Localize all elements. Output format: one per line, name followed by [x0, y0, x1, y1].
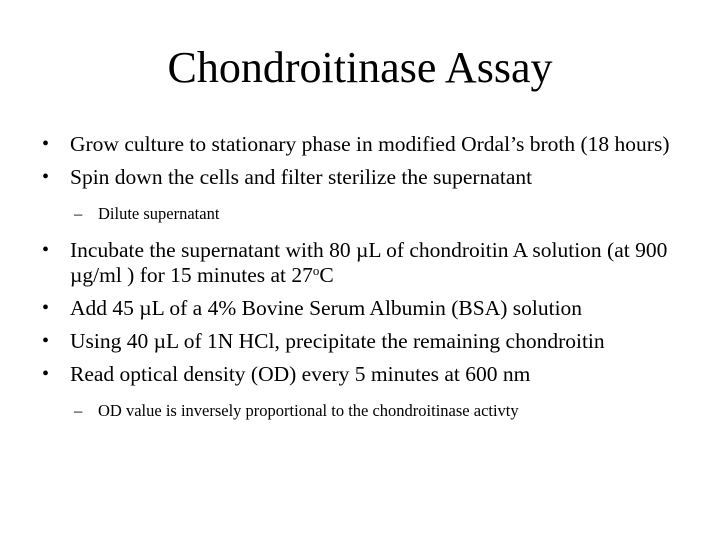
bullet-item-add-bsa [40, 296, 690, 321]
bullet-icon: • [42, 166, 50, 188]
bullet-text: Read optical density (OD) every 5 minutes at 600 nm [70, 362, 531, 386]
bullet-list [40, 132, 690, 435]
bullet-text: Incubate the supernatant with 80 µL of chondroitin A solution (at 900 µg/ml ) for 15 minutes at 27 [70, 238, 668, 287]
bullet-icon: • [42, 330, 50, 352]
dash-icon: – [74, 204, 83, 223]
degree-superscript: o [312, 263, 320, 278]
sub-item-text: Dilute supernatant [98, 204, 220, 223]
bullet-icon: • [42, 363, 50, 385]
slide-title: Chondroitinase Assay [167, 43, 553, 92]
bullet-item-spin-down [40, 165, 690, 190]
dash-icon: – [74, 401, 83, 420]
sub-item-od-value [40, 401, 690, 421]
bullet-text-unit: C [319, 263, 334, 287]
bullet-text: Add 45 µL of a 4% Bovine Serum Albumin (BSA) solution [70, 296, 583, 320]
bullet-text: Using 40 µL of 1N HCl, precipitate the remaining chondroitin [70, 329, 605, 353]
bullet-item-incubate [40, 238, 690, 288]
bullet-icon: • [42, 297, 50, 319]
bullet-icon: • [42, 133, 50, 155]
bullet-icon: • [42, 239, 50, 261]
bullet-item-grow-culture [40, 132, 690, 157]
bullet-text: Spin down the cells and filter sterilize the supernatant [70, 165, 533, 189]
sub-item-dilute [40, 204, 690, 224]
bullet-item-read-od [40, 362, 690, 387]
bullet-item-precipitate [40, 329, 690, 354]
sub-item-text: OD value is inversely proportional to the chondroitinase activty [98, 401, 519, 420]
bullet-text: Grow culture to stationary phase in modified Ordal’s broth (18 hours) [70, 132, 670, 156]
